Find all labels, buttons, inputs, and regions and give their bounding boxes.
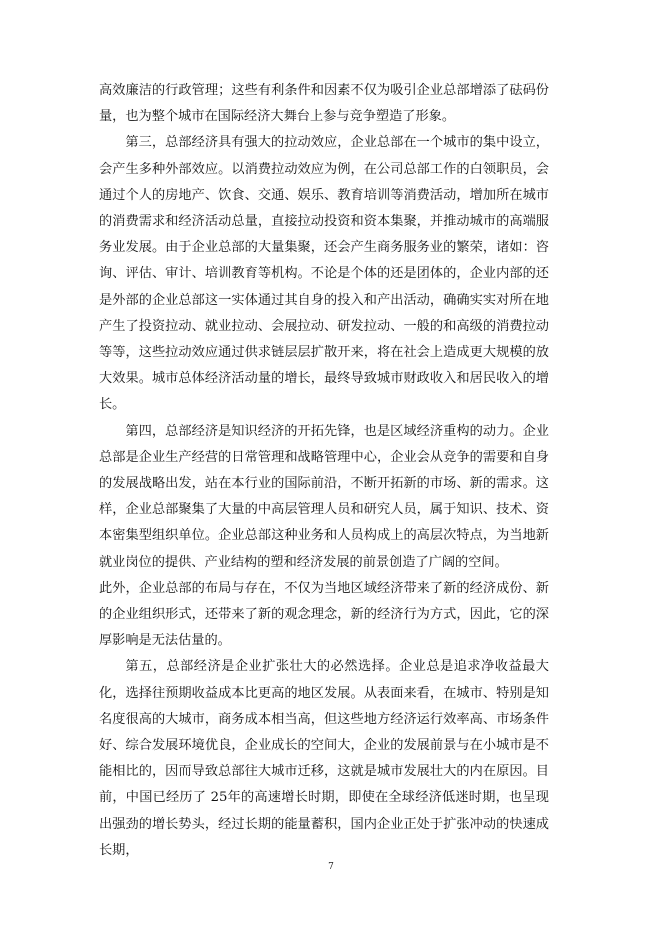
paragraph-fifth-point: 第五，总部经济是企业扩张壮大的必然选择。企业总是追求净收益最大化，选择往预期收益成本比更高的地区发展。从表面来看，在城市、特别是知名度很高的大城市，商务成本相当高，但这些地方经济运行效率高、市场条件好、综合发展环境优良，企业成长的空间大，企业的发展前景与在小城市是不能相比的，因而导致总部往大城市迁移，这就是城市发展壮大的内在原因。目前，中国已经历了 25年的高速增长时期，即使在全球经济低迷时期，也呈现出强劲的增长势头，经过长期的能量蓄积，国内企业正处于扩张冲动的快速成长期， [99,659,549,858]
paragraph-third-point: 第三，总部经济具有强大的拉动效应，企业总部在一个城市的集中设立，会产生多种外部效应。以消费拉动效应为例，在公司总部工作的白领职员，会通过个人的房地产、饮食、交通、娱乐、教育培训等消费活动，增加所在城市的消费需求和经济活动总量，直接拉动投资和资本集聚，并推动城市的高端服务业发展。由于企业总部的大量集聚，还会产生商务服务业的繁荣，诸如：咨询、评估、审计、培训教育等机构。不论是个体的还是团体的，企业内部的还是外部的企业总部这一实体通过其自身的投入和产出活动，确确实实对所在地产生了投资拉动、就业拉动、会展拉动、研发拉动、一般的和高级的消费拉动等等，这些拉动效应通过供求链层层扩散开来，将在社会上造成更大规模的放大效果。城市总体经济活动量的增长，最终导致城市财政收入和居民收入的增长。 [99,135,549,413]
document-body [99,78,549,864]
paragraph-additionally: 此外，企业总部的布局与存在，不仅为当地区域经济带来了新的经济成份、新的企业组织形式，还带来了新的观念理念，新的经济行为方式，因此，它的深厚影响是无法估量的。 [99,580,549,649]
paragraph-fourth-point: 第四，总部经济是知识经济的开拓先锋，也是区域经济重构的动力。企业总部是企业生产经营的日常管理和战略管理中心，企业会从竞争的需要和自身的发展战略出发，站在本行业的国际前沿，不断开拓新的市场、新的需求。这样，企业总部聚集了大量的中高层管理人员和研究人员，属于知识、技术、资本密集型组织单位。企业总部这种业务和人员构成上的高层次特点，为当地新就业岗位的提供、产业结构的塑和经济发展的前景创造了广阔的空间。 [99,423,549,570]
page-number: 7 [328,862,334,872]
paragraph-continuation: 高效廉洁的行政管理；这些有利条件和因素不仅为吸引企业总部增添了砝码份量，也为整个城市在国际经济大舞台上参与竞争塑造了形象。 [99,83,549,125]
